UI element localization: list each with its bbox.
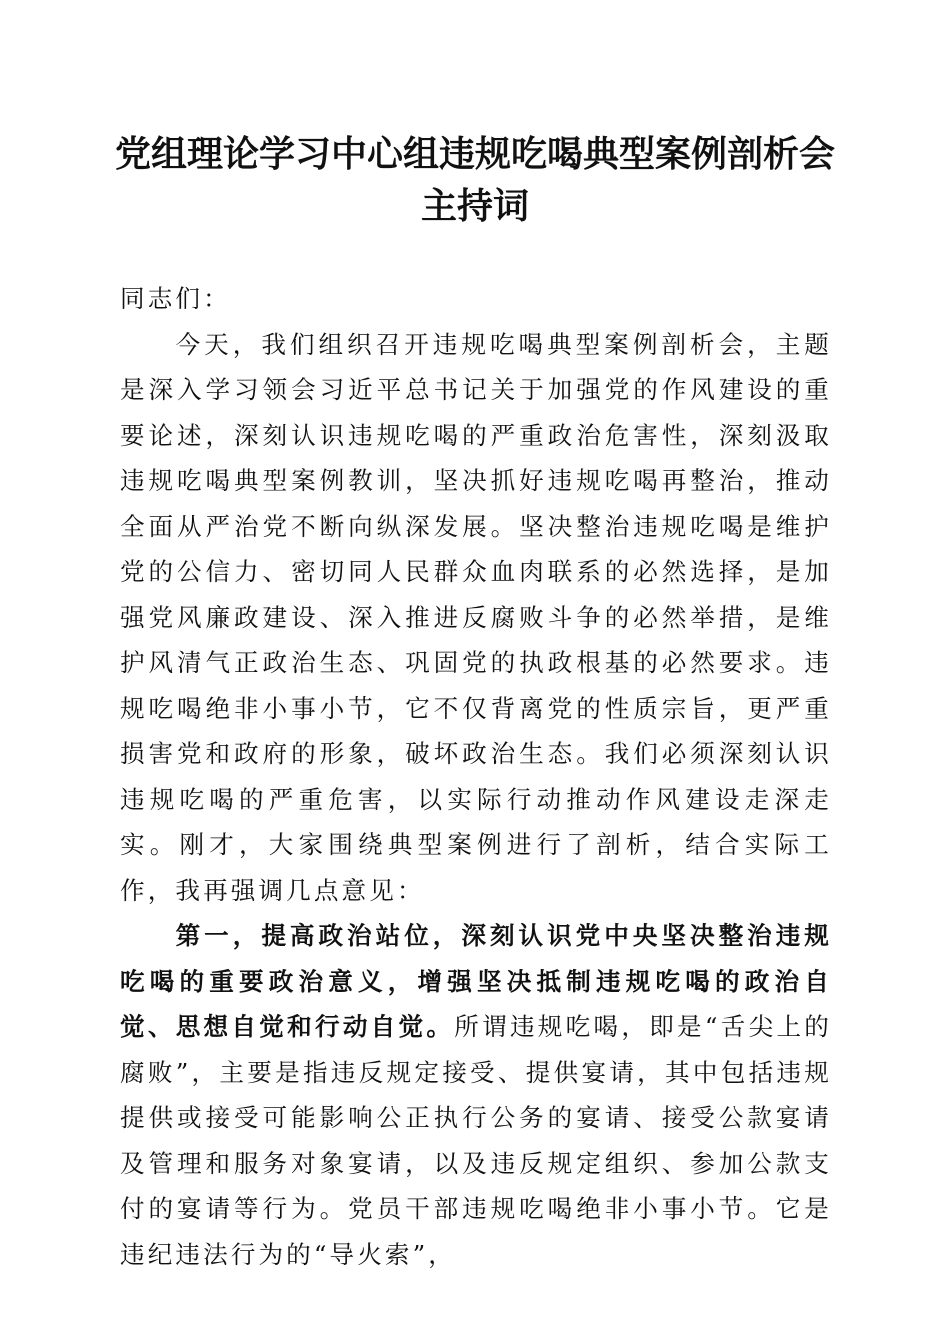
paragraph-opening bbox=[120, 322, 832, 914]
paragraph-point-one bbox=[120, 913, 832, 1277]
salutation: 同志们： bbox=[120, 284, 231, 313]
paragraph-text: 今天，我们组织召开违规吃喝典型案例剖析会，主题是深入学习领会习近平总书记关于加强党的作风建设的重要论述，深刻认识违规吃喝的严重政治危害性，深刻汲取违规吃喝典型案例教训，坚决抓好违规吃喝再整治，推动全面从严治党不断向纵深发展。坚决整治违规吃喝是维护党的公信力、密切同人民群众血肉联系的必然选择，是加强党风廉政建设、深入推进反腐败斗争的必然举措，是维护风清气正政治生态、巩固党的执政根基的必然要求。违规吃喝绝非小事小节，它不仅背离党的性质宗旨，更严重损害党和政府的形象，破坏政治生态。我们必须深刻认识违规吃喝的严重危害，以实际行动推动作风建设走深走实。刚才，大家围绕典型案例进行了剖析，结合实际工作，我再强调几点意见： bbox=[120, 329, 832, 905]
document-title bbox=[100, 128, 850, 232]
title-line-1: 党组理论学习中心组违规吃喝典型案例剖析会 bbox=[114, 133, 835, 175]
document-body bbox=[120, 276, 832, 1277]
paragraph-lead-heading: 第一，提高政治站位，深刻认识党中央坚决整治违规吃喝的重要政治意义，增强坚决抵制违规吃喝的政治自觉、思想自觉和行动自觉。 bbox=[120, 921, 832, 1041]
title-line-2: 主持词 bbox=[420, 185, 529, 227]
paragraph-text: 所谓违规吃喝，即是“舌尖上的腐败”，主要是指违反规定接受、提供宴请，其中包括违规提供或接受可能影响公正执行公务的宴请、接受公款宴请及管理和服务对象宴请，以及违反规定组织、参加公款支付的宴请等行为。党员干部违规吃喝绝非小事小节。它是违纪违法行为的“导火索”， bbox=[120, 1012, 832, 1269]
